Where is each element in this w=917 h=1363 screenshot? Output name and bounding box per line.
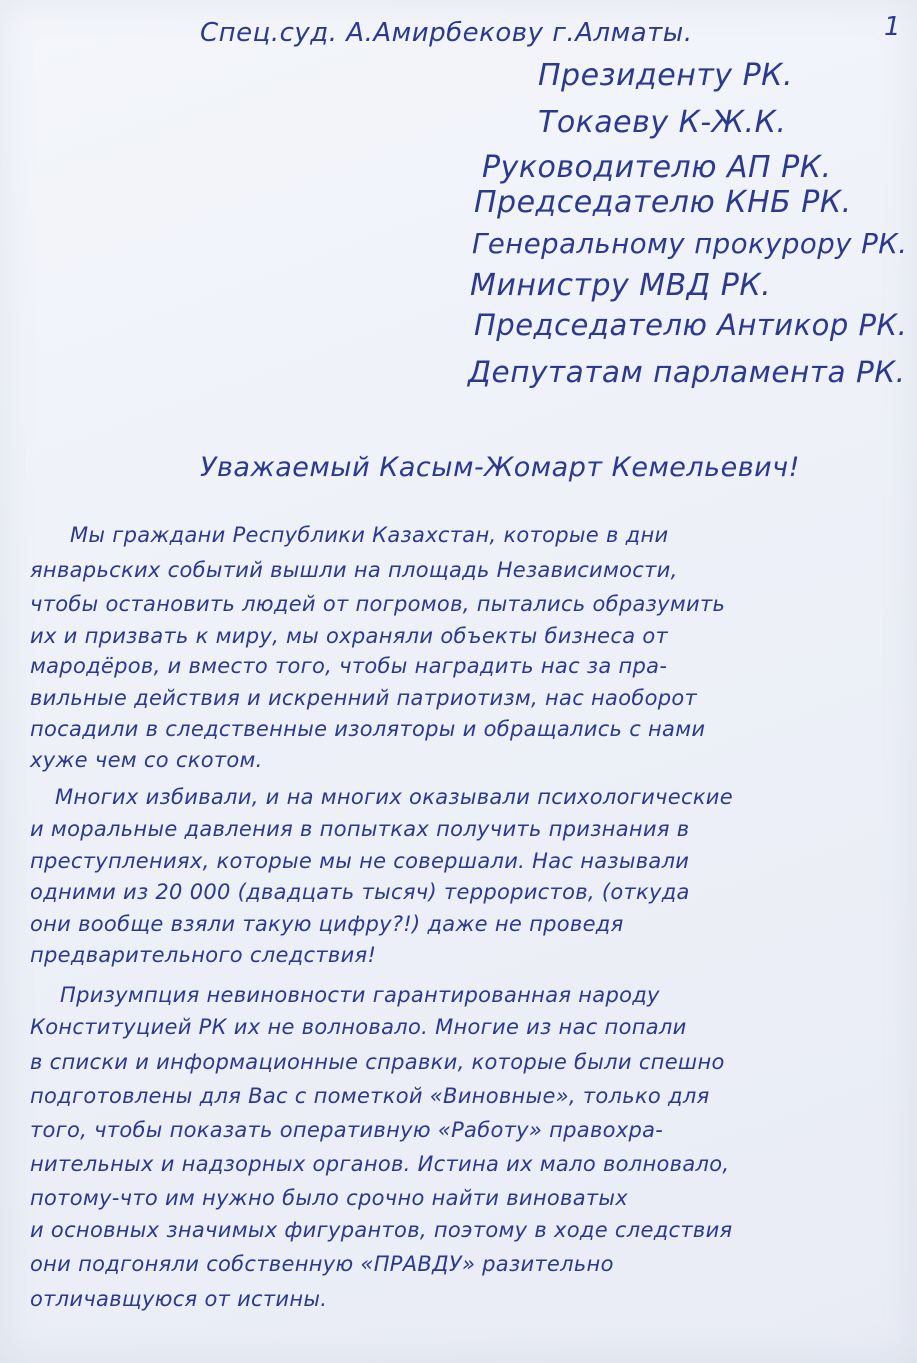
court-address-line: Спец.суд. А.Амирбекову г.Алматы. [200, 18, 693, 48]
letter-line: хуже чем со скотом. [30, 748, 263, 772]
letter-line: одними из 20 000 (двадцать тысяч) террористов, (откуда [30, 880, 690, 904]
letter-line: Конституцией РК их не волновало. Многие из нас попали [30, 1015, 687, 1039]
letter-line: в списки и информационные справки, которые были спешно [30, 1050, 725, 1074]
letter-line: нительных и надзорных органов. Истина их мало волновало, [30, 1152, 730, 1176]
addressee-line: Депутатам парламента РК. [468, 355, 906, 389]
letter-line: преступлениях, которые мы не совершали. Нас называли [30, 849, 690, 873]
letter-line: мародёров, и вместо того, чтобы наградить нас за пра- [30, 654, 668, 678]
addressee-line: Председателю Антикор РК. [474, 308, 908, 342]
letter-line: и основных значимых фигурантов, поэтому в ходе следствия [30, 1218, 733, 1242]
addressee-line: Руководителю АП РК. [482, 150, 832, 185]
letter-line: вильные действия и искренний патриотизм, нас наоборот [30, 686, 698, 710]
addressee-line: Генеральному прокурору РК. [472, 228, 908, 260]
addressee-line: Президенту РК. [538, 58, 794, 93]
letter-line: Призумпция невиновности гарантированная народу [60, 983, 660, 1007]
letter-line: и моральные давления в попытках получить признания в [30, 817, 690, 841]
letter-line: они вообще взяли такую цифру?!) даже не проведя [30, 912, 624, 936]
letter-line: январьских событий вышли на площадь Независимости, [30, 558, 678, 582]
letter-line: подготовлены для Вас с пометкой «Виновные», только для [30, 1084, 710, 1108]
page-number: 1 [884, 12, 902, 42]
addressee-line: Токаеву К-Ж.К. [538, 105, 787, 140]
letter-line: Мы граждани Республики Казахстан, которые в дни [70, 523, 669, 547]
letter-line: потому-что им нужно было срочно найти виноватых [30, 1186, 629, 1210]
letter-line: посадили в следственные изоляторы и обращались с нами [30, 717, 706, 741]
letter-line: предварительного следствия! [30, 943, 377, 967]
letter-line: они подгоняли собственную «ПРАВДУ» разительно [30, 1252, 614, 1276]
letter-line: того, чтобы показать оперативную «Работу» правохра- [30, 1118, 664, 1142]
addressee-line: Председателю КНБ РК. [474, 185, 852, 220]
addressee-line: Министру МВД РК. [470, 268, 772, 303]
salutation: Уважаемый Касым-Жомарт Кемельевич! [200, 452, 800, 483]
letter-line: отличавщуюся от истины. [30, 1287, 328, 1311]
letter-line: Многих избивали, и на многих оказывали психологические [55, 785, 733, 809]
letter-line: их и призвать к миру, мы охраняли объекты бизнеса от [30, 624, 669, 648]
letter-line: чтобы остановить людей от погромов, пытались образумить [30, 592, 726, 616]
